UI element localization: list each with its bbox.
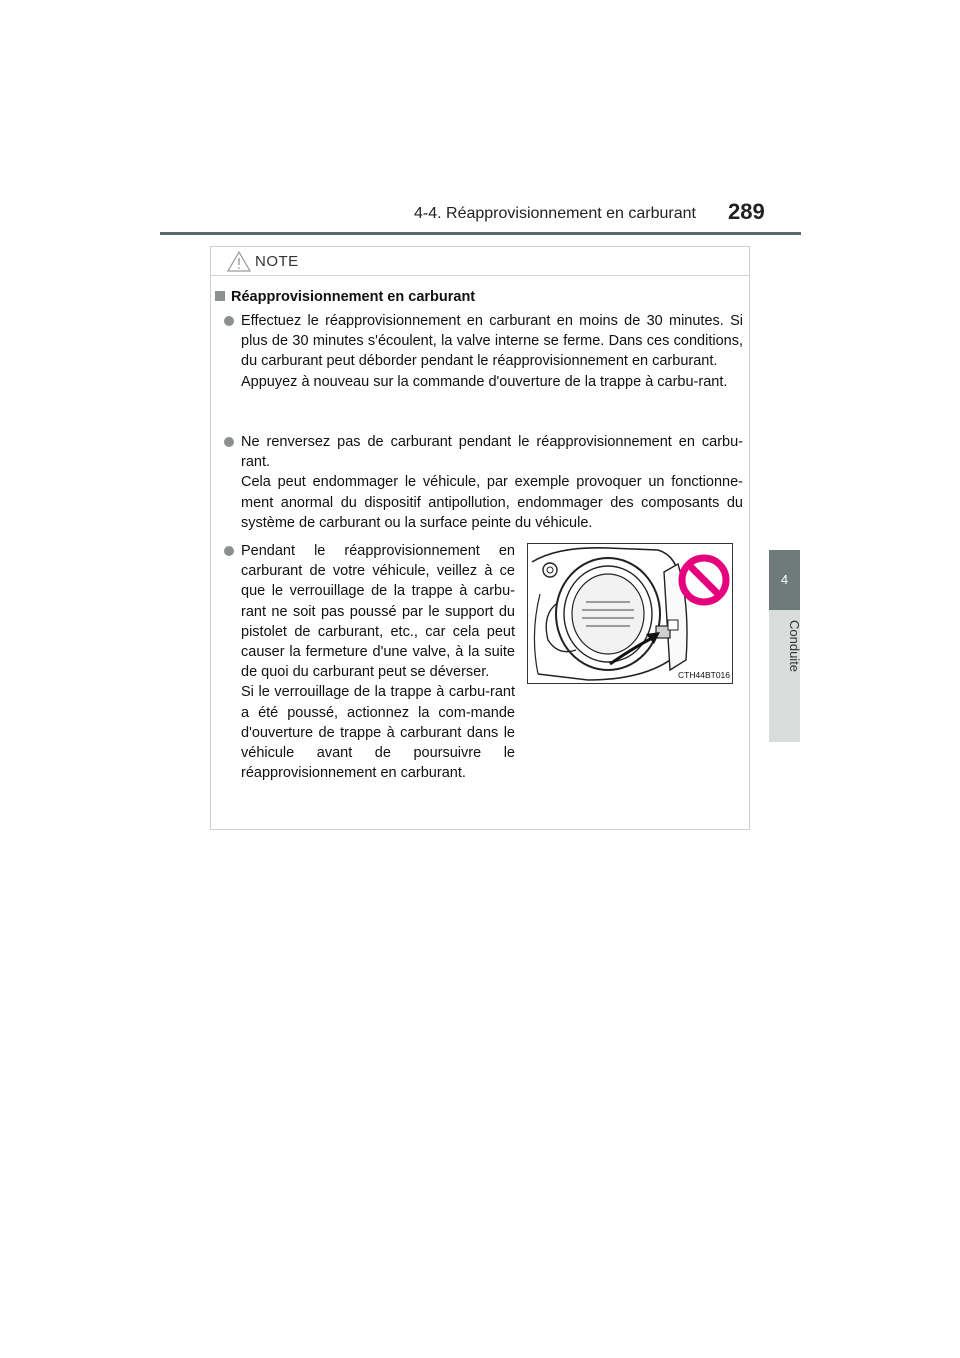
bullet-dot-icon bbox=[224, 546, 234, 556]
bullet-paragraph: Appuyez à nouveau sur la commande d'ouverture de la trappe à carbu-rant. bbox=[241, 373, 728, 390]
note-box bbox=[210, 246, 750, 830]
bullet-item bbox=[241, 432, 743, 533]
chapter-label: Conduite bbox=[787, 620, 802, 673]
warning-icon bbox=[227, 251, 251, 272]
bullet-paragraph: Pendant le réapprovisionnement en carburant de votre véhicule, veillez à ce que le verrouillage de la trappe à carbu-rant ne soit pas poussé par le support du pistolet de carburant, etc., car cela peut causer la fermeture d'une valve, à la suite de quoi du carburant peut se déverser. bbox=[241, 543, 515, 681]
bullet-paragraph: Ne renversez pas de carburant pendant le réapprovisionnement en carbu-rant. bbox=[241, 434, 743, 471]
figure-code: CTH44BT016 bbox=[678, 670, 730, 680]
section-square-icon bbox=[215, 291, 225, 301]
chapter-tab: 4 bbox=[769, 550, 800, 610]
section-title: Réapprovisionnement en carburant bbox=[215, 289, 475, 305]
note-label: NOTE bbox=[255, 253, 299, 270]
bullet-paragraph: Cela peut endommager le véhicule, par exemple provoquer un fonctionne-ment anormal du dispositif antipollution, endommager des composants du système de carburant ou la surface peinte du véhicule. bbox=[241, 474, 743, 531]
bullet-paragraph: Si le verrouillage de la trappe à carbu-rant a été poussé, actionnez la com-mande d'ouverture de trappe à carburant dans le véhicule avant de poursuivre le réapprovisionnement en carburant. bbox=[241, 684, 515, 782]
note-header bbox=[211, 247, 749, 276]
fuel-door-figure bbox=[527, 543, 733, 684]
bullet-dot-icon bbox=[224, 316, 234, 326]
bullet-item bbox=[241, 311, 743, 392]
prohibition-icon bbox=[678, 554, 730, 606]
bullet-paragraph: Effectuez le réapprovisionnement en carburant en moins de 30 minutes. Si plus de 30 minutes s'écoulent, la valve interne se ferme. Dans ces conditions, du carburant peut déborder pendant le réapprovisionnement en carburant. bbox=[241, 313, 743, 370]
header-title: 4-4. Réapprovisionnement en carburant bbox=[414, 205, 696, 222]
bullet-item bbox=[241, 541, 515, 783]
bullet-dot-icon bbox=[224, 437, 234, 447]
arrow-icon bbox=[608, 630, 664, 666]
header-rule bbox=[160, 232, 801, 235]
page-number: 289 bbox=[728, 199, 765, 224]
